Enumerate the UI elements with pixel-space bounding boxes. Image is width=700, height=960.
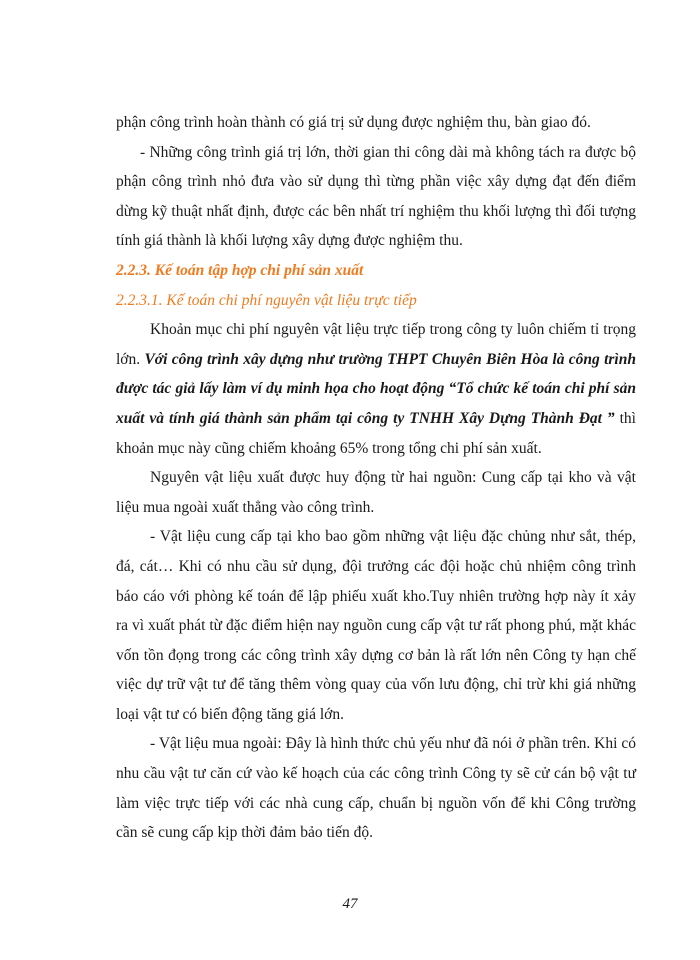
page-body bbox=[116, 108, 636, 848]
paragraph-direct-material bbox=[116, 315, 636, 463]
paragraph-large-works: - Những công trình giá trị lớn, thời gian thi công dài mà không tách ra được bộ phận công trình nhỏ đưa vào sử dụng thì từng phần việc xây dựng đạt đến điểm dừng kỹ thuật nhất định, được các bên nhất trí nghiệm thu khối lượng thì đối tượng tính giá thành là khối lượng xây dựng được nghiệm thu. bbox=[116, 143, 636, 250]
heading-2-2-3: 2.2.3. Kế toán tập hợp chi phí sản xuất bbox=[116, 261, 364, 279]
page-number: 47 bbox=[342, 896, 358, 912]
paragraph-direct-material-emphasis: Với công trình xây dựng như trường THPT Chuyên Biên Hòa là công trình được tác giả lấy làm ví dụ minh họa cho hoạt động “Tổ chức kế toán chi phí sản xuất và tính giá thành sản phẩm tại công ty TNHH Xây Dựng Thành Đạt ” bbox=[116, 350, 636, 427]
heading-2-2-3-1: 2.2.3.1. Kế toán chi phí nguyên vật liệu trực tiếp bbox=[116, 291, 417, 309]
paragraph-direct-material-intro: Khoản mục chi phí nguyên vật liệu trực tiếp trong công ty luôn chiếm tỉ trọng lớn. bbox=[116, 321, 636, 368]
paragraph-warehouse-material: - Vật liệu cung cấp tại kho bao gồm những vật liệu đặc chủng như sắt, thép, đá, cát… Khi có nhu cầu sử dụng, đội trưởng các đội hoặc chủ nhiệm công trình báo cáo với phòng kế toán để lập phiếu xuất kho.Tuy nhiên trường hợp này ít xảy ra vì xuất phát từ đặc điểm hiện nay nguồn cung cấp vật tư rất phong phú, mặt khác vốn tồn đọng trong các công trình xây dựng cơ bản là rất lớn nên Công ty hạn chế việc dự trữ vật tư để tăng thêm vòng quay của vốn lưu động, chỉ trừ khi giá những loại vật tư có biến động tăng giá lớn. bbox=[116, 528, 636, 723]
paragraph-material-sources: Nguyên vật liệu xuất được huy động từ hai nguồn: Cung cấp tại kho và vật liệu mua ngoài xuất thẳng vào công trình. bbox=[116, 469, 636, 516]
paragraph-continuation: phận công trình hoàn thành có giá trị sử dụng được nghiệm thu, bàn giao đó. bbox=[116, 114, 591, 131]
paragraph-direct-material-tail: thì khoản mục này cũng chiếm khoảng 65% trong tổng chi phí sản xuất. bbox=[116, 409, 636, 457]
paragraph-purchased-material: - Vật liệu mua ngoài: Đây là hình thức chủ yếu như đã nói ở phần trên. Khi có nhu cầu vật tư căn cứ vào kế hoạch của các công trình Công ty sẽ cử cán bộ vật tư làm việc trực tiếp với các nhà cung cấp, chuẩn bị nguồn vốn để khi Công trường cần sẽ cung cấp kịp thời đảm bảo tiến độ. bbox=[116, 735, 636, 842]
